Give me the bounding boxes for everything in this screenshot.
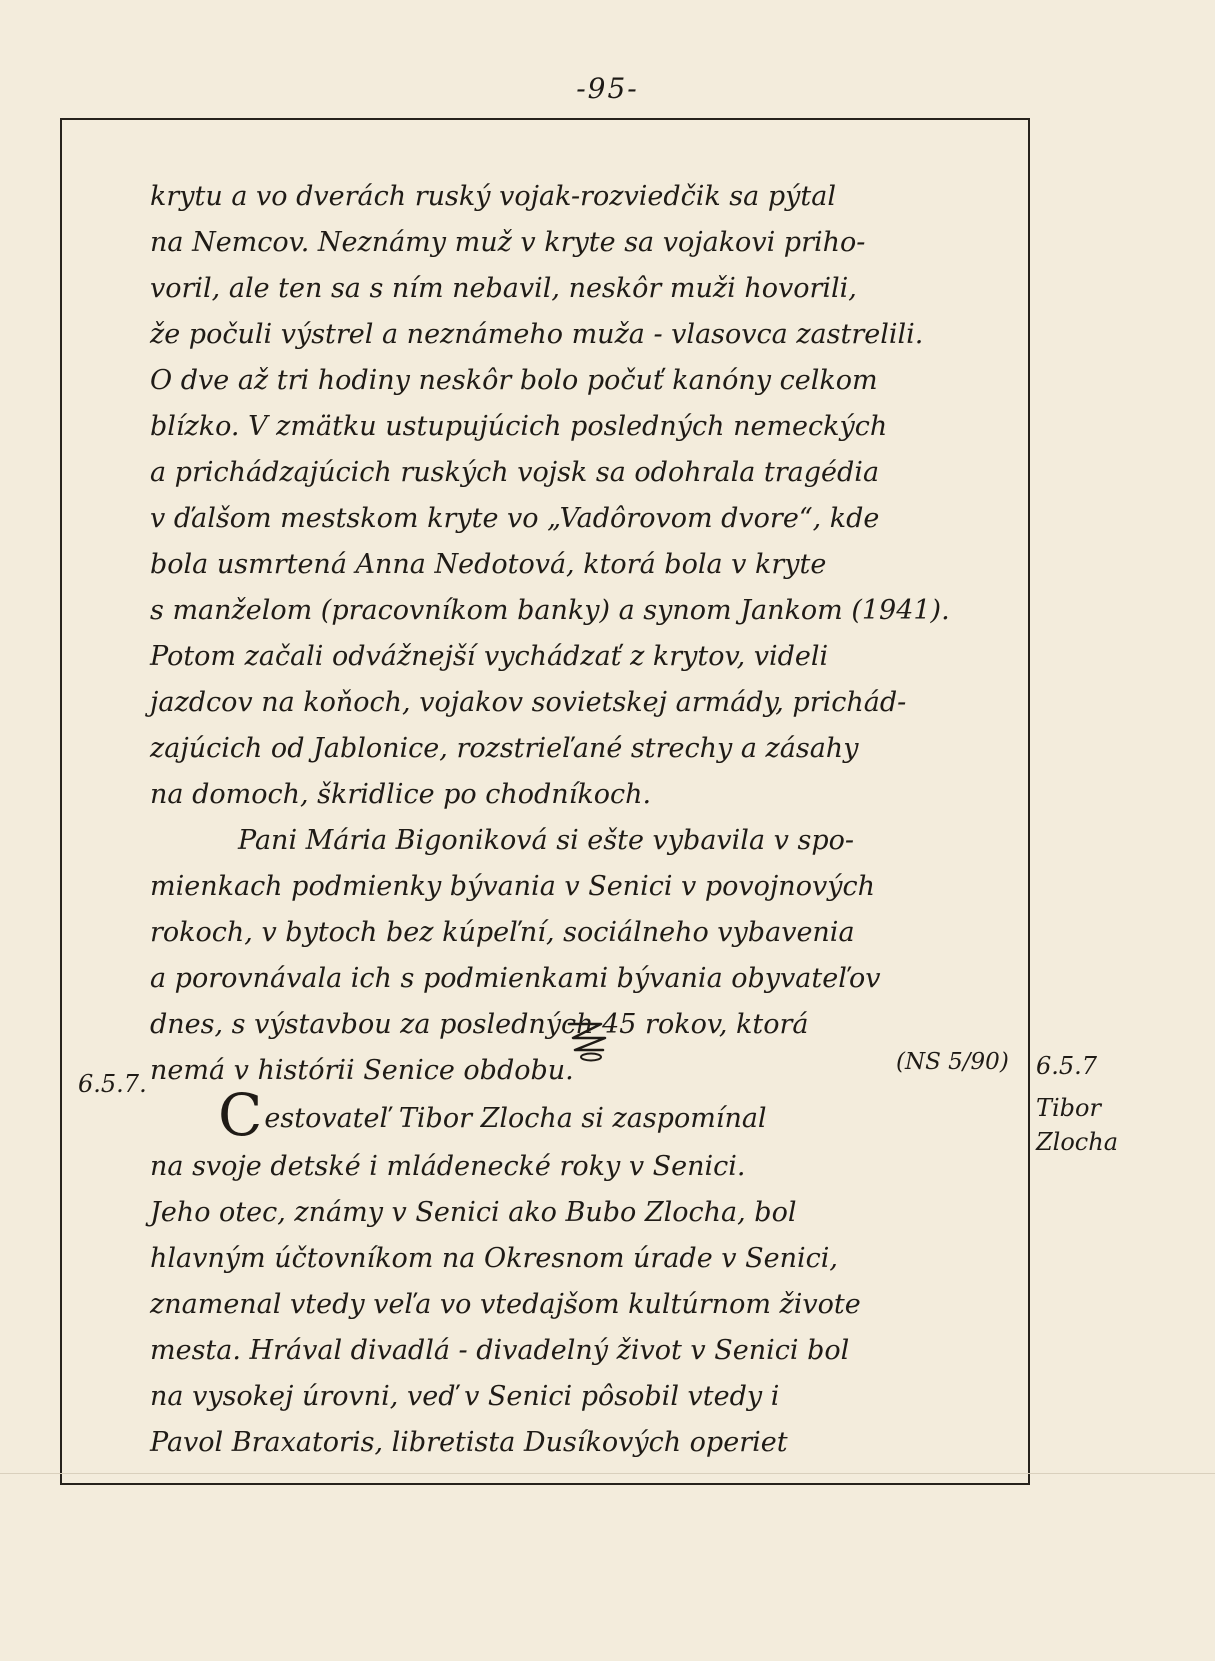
text-line: Jeho otec, známy v Senici ako Bubo Zlocha, bol: [150, 1197, 797, 1228]
citation-text: (NS 5/90): [896, 1049, 1009, 1075]
text-line: hlavným účtovníkom na Okresnom úrade v Senici,: [150, 1243, 838, 1274]
text-line: dnes, s výstavbou za posledných 45 rokov, ktorá: [150, 1009, 809, 1040]
right-margin-note-surname: Zlocha: [1036, 1128, 1119, 1156]
text-line: Pani Mária Bigoniková si ešte vybavila v spo-: [238, 825, 854, 856]
right-margin-note-name: Tibor: [1036, 1094, 1101, 1122]
text-line: na Nemcov. Neznámy muž v kryte sa vojakovi priho-: [150, 227, 866, 258]
text-line: na vysokej úrovni, veď v Senici pôsobil vtedy i: [150, 1381, 780, 1412]
drop-cap: C: [218, 1081, 263, 1149]
page-fold-line: [0, 1473, 1215, 1474]
text-line: O dve až tri hodiny neskôr bolo počuť kanóny celkom: [150, 365, 878, 396]
text-line: a prichádzajúcich ruských vojsk sa odohrala tragédia: [150, 457, 880, 488]
text-line-content: estovateľ Tibor Zlocha si zaspomínal: [264, 1103, 767, 1134]
text-line: [150, 1054, 574, 1088]
text-line: a porovnávala ich s podmienkami bývania obyvateľov: [150, 963, 881, 994]
text-line: bola usmrtená Anna Nedotová, ktorá bola v kryte: [150, 549, 827, 580]
text-line: v ďalšom mestskom kryte vo „Vadôrovom dvore“, kde: [150, 503, 880, 534]
text-line: Pavol Braxatoris, libretista Dusíkových operiet: [150, 1427, 788, 1458]
right-margin-note-date: 6.5.7: [1036, 1052, 1098, 1080]
text-line: na domoch, škridlice po chodníkoch.: [150, 779, 652, 810]
left-margin-note: 6.5.7.: [78, 1070, 147, 1098]
text-line: mesta. Hrával divadlá - divadelný život v Senici bol: [150, 1335, 850, 1366]
citation: [896, 1044, 1009, 1079]
text-line: [218, 1081, 767, 1149]
text-line: mienkach podmienky bývania v Senici v povojnových: [150, 871, 875, 902]
text-line: blízko. V zmätku ustupujúcich posledných nemeckých: [150, 411, 888, 442]
text-line: na svoje detské i mládenecké roky v Senici.: [150, 1151, 746, 1182]
text-line: zajúcich od Jablonice, rozstrieľané strechy a zásahy: [150, 733, 859, 764]
text-line: že počuli výstrel a neznámeho muža - vlasovca zastrelili.: [150, 319, 924, 350]
text-line-content: nemá v histórii Senice obdobu.: [150, 1055, 574, 1086]
text-line: s manželom (pracovníkom banky) a synom Jankom (1941).: [150, 595, 950, 626]
section-divider-mark: [563, 1018, 613, 1062]
page-number: -95-: [576, 72, 639, 105]
text-line: jazdcov na koňoch, vojakov sovietskej armády, prichád-: [150, 687, 907, 718]
text-line: voril, ale ten sa s ním nebavil, neskôr muži hovorili,: [150, 273, 857, 304]
text-line: Potom začali odvážnejší vychádzať z krytov, videli: [150, 641, 829, 672]
text-line: rokoch, v bytoch bez kúpeľní, sociálneho vybavenia: [150, 917, 855, 948]
text-line: krytu a vo dverách ruský vojak-rozviedčik sa pýtal: [150, 181, 836, 212]
text-line: znamenal vtedy veľa vo vtedajšom kultúrnom živote: [150, 1289, 861, 1320]
